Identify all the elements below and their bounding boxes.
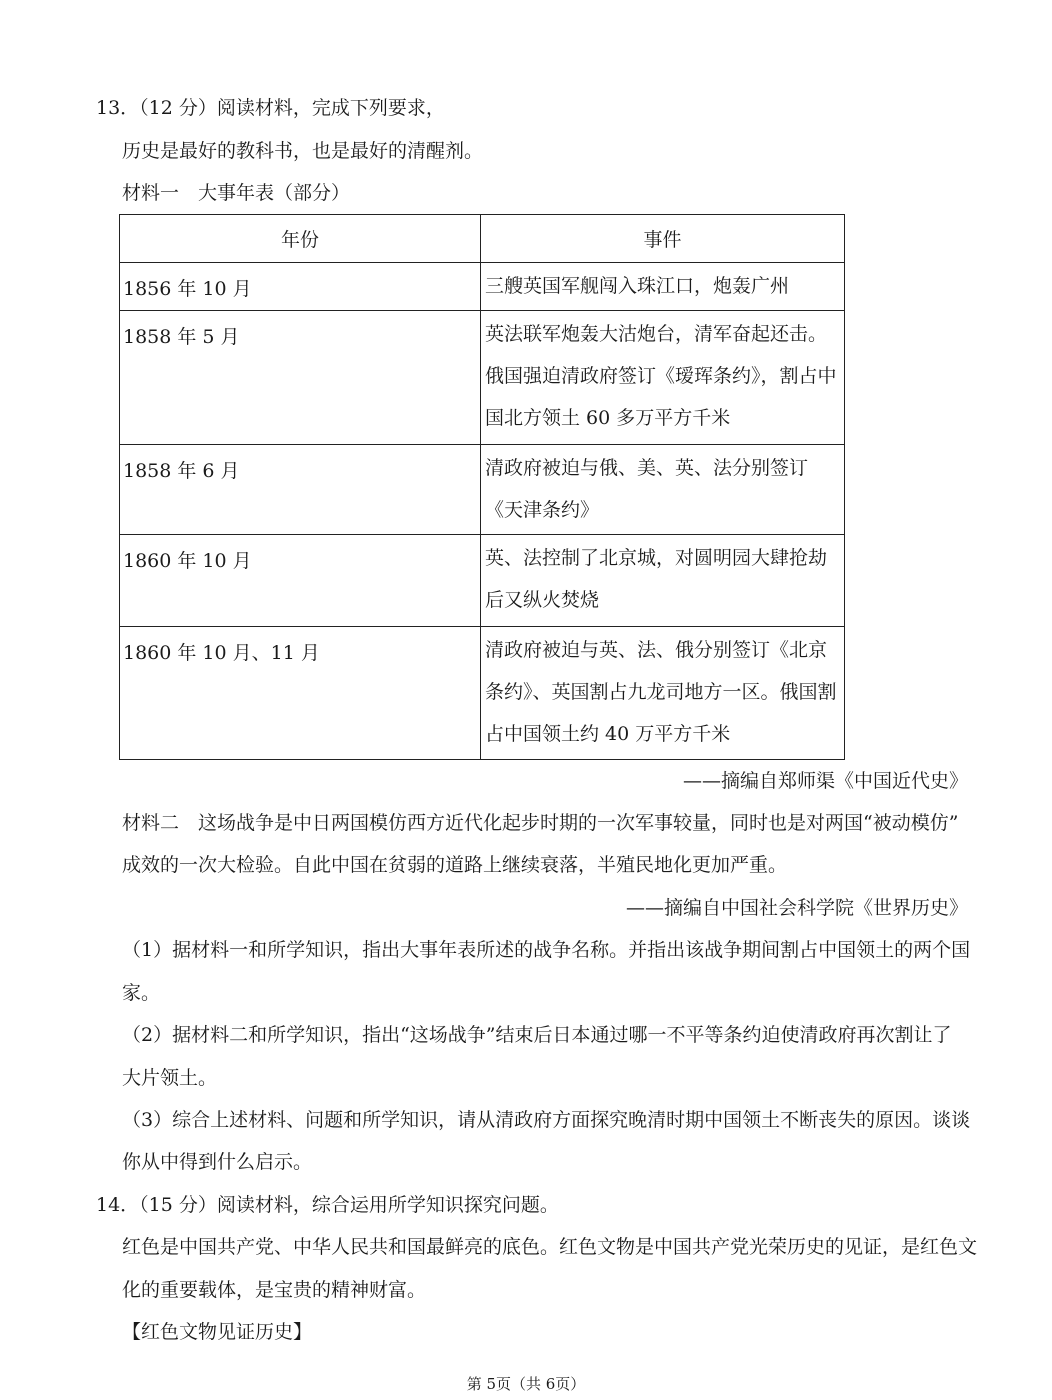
q14-intro-line-1: 红色是中国共产党、中华人民共和国最鲜亮的底色。红色文物是中国共产党光荣历史的见证，是红色文 xyxy=(122,1236,978,1258)
material2-line-2: 成效的一次大检验。自此中国在贫弱的道路上继续衰落，半殖民地化更加严重。 xyxy=(122,854,788,876)
row-event xyxy=(481,263,845,311)
row-event xyxy=(481,627,845,760)
row-year: 1860 年 10 月 xyxy=(120,535,481,627)
chronology-table xyxy=(119,214,845,760)
source-citation-2: ——摘编自中国社会科学院《世界历史》 xyxy=(625,897,968,919)
row-event-text: 英法联军炮轰大沽炮台，清军奋起还击。俄国强迫清政府签订《瑷珲条约》，割占中国北方领土 60 多万平方千米 xyxy=(485,323,837,429)
row-event-text: 清政府被迫与英、法、俄分别签订《北京条约》、英国割占九龙司地方一区。俄国割占中国领土约 40 万平方千米 xyxy=(485,639,837,745)
subquestion-2-line-2: 大片领土。 xyxy=(122,1067,218,1089)
row-event xyxy=(481,445,845,535)
col-year-header: 年份 xyxy=(120,215,481,263)
source-citation-1: ——摘编自郑师渠《中国近代史》 xyxy=(682,770,968,792)
q13-intro: 历史是最好的教科书，也是最好的清醒剂。 xyxy=(122,140,484,162)
material1-title: 材料一 大事年表（部分） xyxy=(122,182,351,204)
row-year: 1858 年 6 月 xyxy=(120,445,481,535)
row-event-text: 英、法控制了北京城，对圆明园大肆抢劫后又纵火焚烧 xyxy=(485,547,828,611)
page-number-footer: 第 5页（共 6页） xyxy=(466,1375,586,1393)
subquestion-1-line-2: 家。 xyxy=(122,982,161,1004)
row-year: 1856 年 10 月 xyxy=(120,263,481,311)
material2-line-1: 材料二 这场战争是中日两国模仿西方近代化起步时期的一次军事较量，同时也是对两国“被动模仿” xyxy=(122,812,959,834)
table-row xyxy=(120,627,845,760)
row-event xyxy=(481,311,845,445)
table-row xyxy=(120,263,845,311)
table-row xyxy=(120,445,845,535)
subquestion-3-line-2: 你从中得到什么启示。 xyxy=(122,1151,313,1173)
table-row xyxy=(120,535,845,627)
row-event xyxy=(481,535,845,627)
subquestion-3-line-1: （3）综合上述材料、问题和所学知识，请从清政府方面探究晚清时期中国领土不断丧失的原因。谈谈 xyxy=(122,1109,971,1131)
table-row xyxy=(120,311,845,445)
q13-header: 13．（12 分）阅读材料，完成下列要求， xyxy=(96,97,445,119)
q14-header: 14．（15 分）阅读材料，综合运用所学知识探究问题。 xyxy=(96,1194,559,1216)
row-year: 1860 年 10 月、11 月 xyxy=(120,627,481,760)
row-year: 1858 年 5 月 xyxy=(120,311,481,445)
q14-intro-line-2: 化的重要载体，是宝贵的精神财富。 xyxy=(122,1279,427,1301)
subquestion-1-line-1: （1）据材料一和所学知识，指出大事年表所述的战争名称。并指出该战争期间割占中国领土的两个国 xyxy=(122,939,971,961)
row-event-text: 三艘英国军舰闯入珠江口，炮轰广州 xyxy=(485,275,790,297)
col-event-header: 事件 xyxy=(481,215,845,263)
section-title: 【红色文物见证历史】 xyxy=(122,1321,313,1343)
subquestion-2-line-1: （2）据材料二和所学知识，指出“这场战争”结束后日本通过哪一不平等条约迫使清政府再次割让了 xyxy=(122,1024,952,1046)
row-event-text: 清政府被迫与俄、美、英、法分别签订《天津条约》 xyxy=(485,457,809,521)
table-header-row xyxy=(120,215,845,263)
